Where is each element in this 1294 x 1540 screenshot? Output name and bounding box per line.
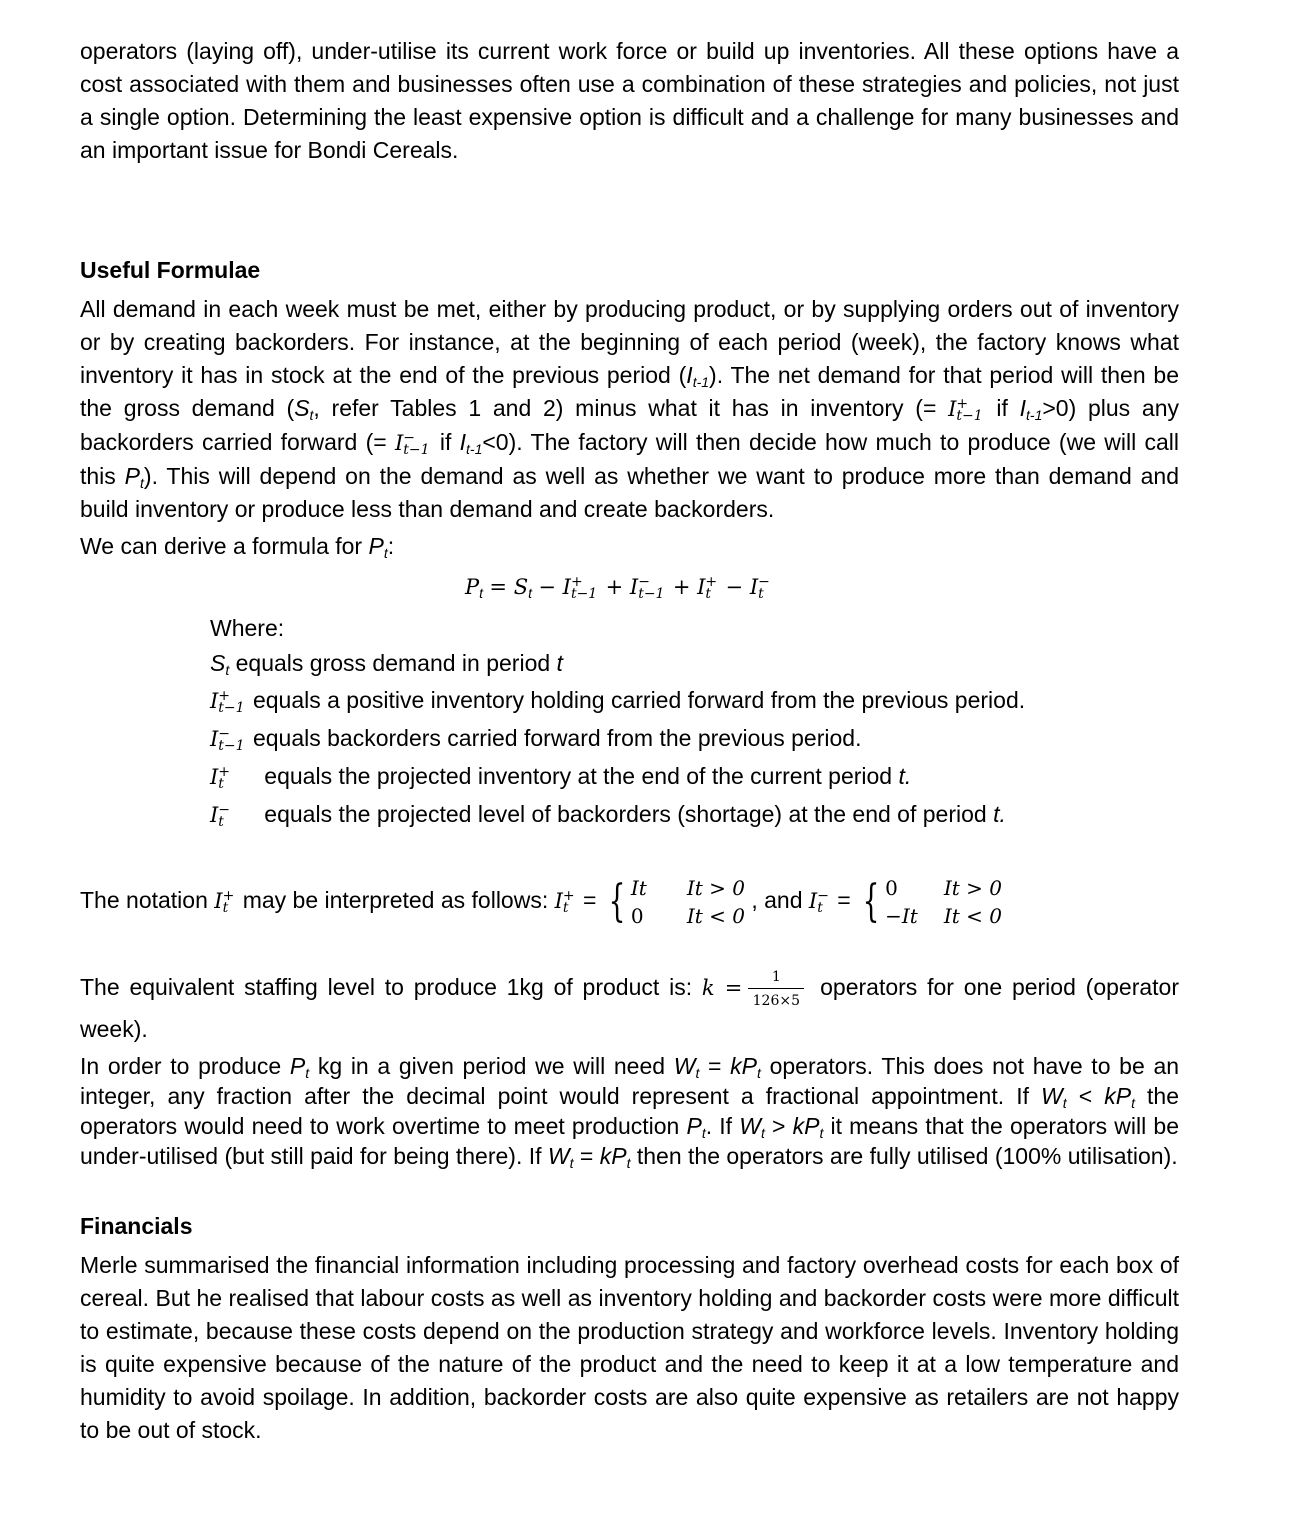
derive-line (80, 530, 1179, 563)
math: t-1 (466, 441, 483, 457)
text: ). The net demand for that period will then be the gross demand ( (80, 362, 1180, 421)
math: I (1019, 395, 1027, 421)
definition-item: I + t−1 equals a positive inventory holding carried forward from the previous period. (210, 687, 1026, 716)
cases-plus: It It > 0 0 It < 0 (630, 875, 745, 928)
fraction: $\frac{1}{126\times 5}$ (748, 969, 804, 1009)
math: t-1 (692, 374, 710, 390)
where-label: Where: (210, 615, 285, 641)
definition-item: I − t−1 equals backorders carried forward from the previous period. (210, 725, 862, 754)
heading-useful-formulae: Useful Formulae (80, 257, 261, 283)
math: I (395, 431, 404, 455)
math: I (459, 429, 467, 455)
text: if (431, 429, 460, 455)
workforce-paragraph: In order to produce Pt kg in a given period we will need Wt = kPt operators. This does not have to be an integer, any fraction after the decimal point would represent a fractional appointment. If Wt < kPt the operators would need to work overtime to meet production Pt. If Wt > kPt it means that the operators will be under-utilised (but still paid for being there). If Wt = kPt then the operators are fully utilised (100% utilisation). (80, 1052, 1180, 1171)
math: P (368, 533, 384, 559)
definition-item: St equals gross demand in period t (210, 650, 563, 678)
text: ). This will depend on the demand as well as whether we want to produce more than demand and build inventory or produce less than demand and create backorders. (80, 463, 1180, 522)
text: All demand in each week must be met, either by producing product, or by supplying orders out of inventory or by creating backorders. For instance, at the beginning of each period (week), the factory knows what inventory it has in stock at the end of the previous period ( (80, 296, 1179, 388)
financials-paragraph: Merle summarised the financial information including processing and factory overhead costs for each box of cereal. But he realised that labour costs as well as inventory holding and backorder costs were more difficult to estimate, because these costs depend on the production strategy and workforce levels. Inventory holding is quite expensive because of the nature of the product and the need to keep it at a low temperature and humidity to avoid spoilage. In addition, backorder costs are also quite expensive as retailers are not happy to be out of stock. (80, 1251, 1179, 1443)
staffing-paragraph: The equivalent staffing level to produce 1kg of product is: k = $\frac{1}{126\times 5}$ operators for one period (operator week). (80, 968, 1180, 1042)
definitions-list (80, 645, 1179, 834)
math: P (124, 463, 141, 489)
definition-item: I + t equals the projected inventory at the end of the current period t. (210, 763, 912, 792)
intro-paragraph: operators (laying off), under-utilise its current work force or build up inventories. All these options have a cost associated with them and businesses often use a combination of these strategies and policies, not just a single option. Determining the least expensive option is difficult and a challenge for many businesses and an important issue for Bondi Cereals. (80, 38, 1179, 163)
math: − t−1 (403, 429, 430, 458)
cases-minus: 0 It > 0 −It It < 0 (885, 875, 1002, 928)
math: t-1 (1026, 407, 1043, 423)
definition-item: I − t equals the projected level of backorders (shortage) at the end of period t. (210, 801, 1006, 830)
text: We can derive a formula for (80, 533, 369, 559)
demand-paragraph (80, 293, 1179, 526)
math: I (948, 397, 957, 421)
text: <0). The factory will then decide how much to produce (we will call this (80, 429, 1180, 489)
notation-line: The notation I + t may be interpreted as follows: I + t = { It It > 0 0 It < 0 , and I − t = { 0 It > 0 −It It < 0 (80, 875, 1002, 928)
math: t (383, 545, 388, 561)
math: I (686, 362, 693, 388)
math: t (140, 475, 144, 491)
math: t (309, 407, 314, 423)
math: S (294, 395, 310, 421)
text: : (387, 533, 395, 559)
text: >0) plus any backorders carried forward (= (80, 395, 1179, 455)
heading-financials: Financials (80, 1212, 193, 1239)
text: if (984, 395, 1020, 421)
production-formula: Pt = St − I + t−1 + I − t−1 + I + t − I − t (465, 573, 770, 602)
math: + t−1 (956, 395, 983, 424)
text: , refer Tables 1 and 2) minus what it has in inventory (= (313, 395, 949, 421)
